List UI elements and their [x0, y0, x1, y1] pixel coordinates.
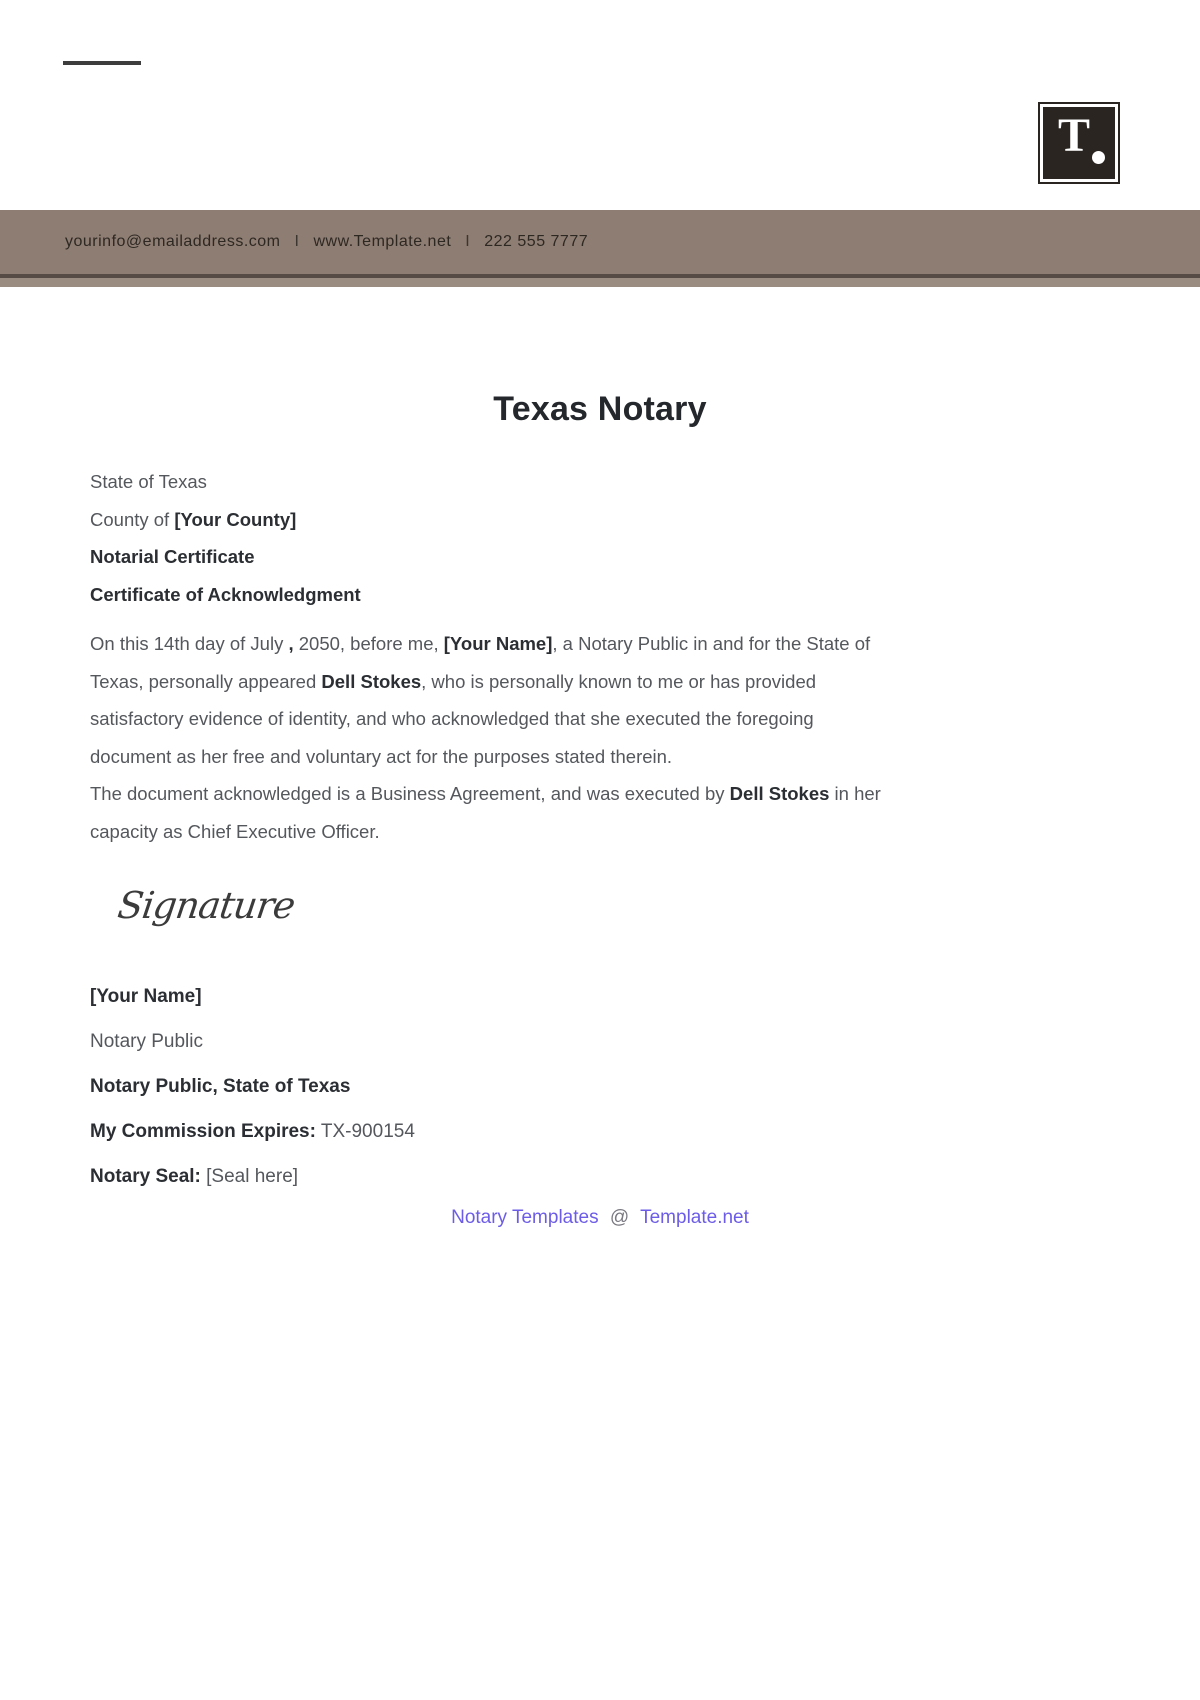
footer-attribution [0, 1204, 1200, 1232]
page-title: Texas Notary [493, 390, 707, 428]
intro-lines [90, 463, 1110, 613]
contact-separator: I [465, 233, 471, 250]
logo-square [1043, 107, 1115, 179]
top-dash-decoration [63, 61, 141, 65]
contact-bar [0, 210, 1200, 274]
text-line: Notary Public [90, 1031, 203, 1052]
contact-bar-strip [0, 278, 1200, 287]
text-line: [Your Name] [90, 986, 202, 1007]
contact-website: www.Template.net [313, 233, 452, 250]
text-line: Notarial Certificate [90, 546, 255, 567]
logo-dot [1092, 151, 1105, 164]
text-line: My Commission Expires: TX-900154 [90, 1121, 415, 1142]
signature-script: Signature [115, 884, 298, 927]
text-line: document as her free and voluntary act for the purposes stated therein. [90, 745, 673, 767]
text-line: State of Texas [90, 471, 207, 492]
text-line: Certificate of Acknowledgment [90, 583, 361, 605]
contact-phone: 222 555 7777 [484, 233, 589, 250]
text-line: capacity as Chief Executive Officer. [90, 820, 380, 842]
text-line: The document acknowledged is a Business Agreement, and was executed by Dell Stokes in her [90, 783, 881, 804]
text-line: Texas, personally appeared Dell Stokes, who is personally known to me or has provided [90, 670, 817, 692]
text-line: satisfactory evidence of identity, and who acknowledged that she executed the foregoing [90, 708, 814, 729]
footer-link-template-net[interactable]: Template.net [640, 1207, 749, 1228]
text-line: County of [Your County] [90, 508, 297, 530]
footer-link-notary-templates[interactable]: Notary Templates [451, 1207, 599, 1228]
footer-at-symbol: @ [609, 1207, 630, 1228]
text-line: On this 14th day of July , 2050, before me, [Your Name], a Notary Public in and for the State of [90, 633, 871, 654]
contact-separator: I [294, 233, 300, 250]
logo-letter: T [1058, 109, 1091, 162]
notary-closing-lines [90, 974, 1110, 1199]
acknowledgment-paragraph [90, 625, 1110, 850]
text-line: Notary Seal: [Seal here] [90, 1166, 299, 1187]
template-net-logo [1038, 102, 1120, 184]
contact-email: yourinfo@emailaddress.com [65, 233, 281, 250]
text-line: Notary Public, State of Texas [90, 1076, 351, 1097]
